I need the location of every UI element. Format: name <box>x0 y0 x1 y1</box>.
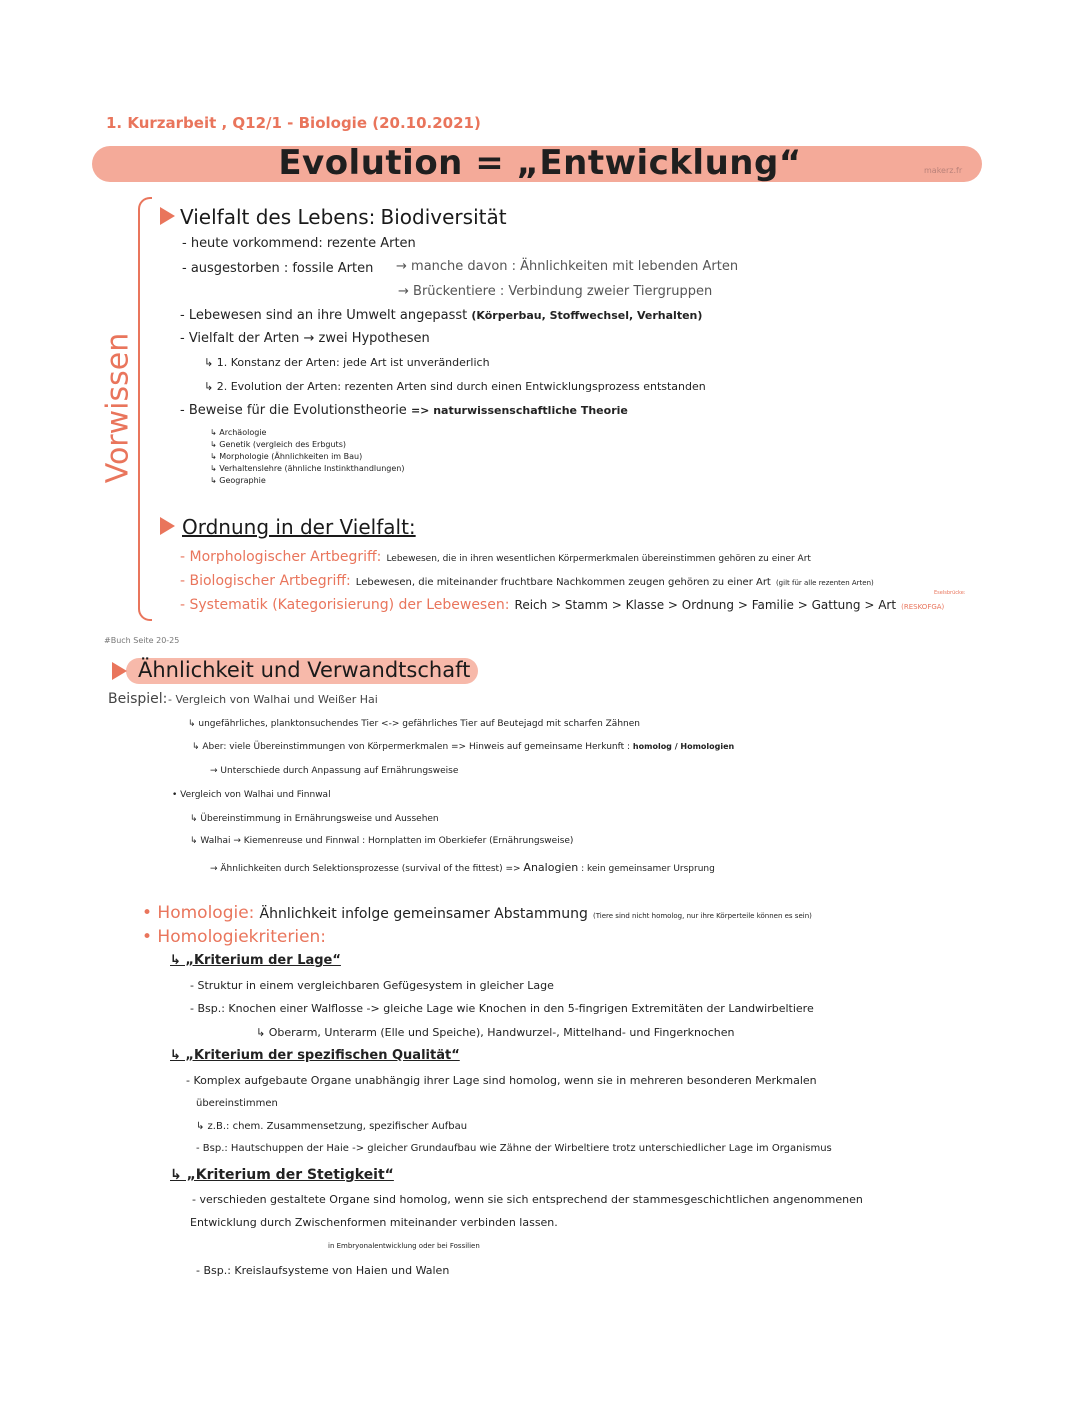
vielfalt-line-8a: - Beweise für die Evolutionstheorie <box>180 403 407 418</box>
kriterium-qualitaet-line-1: - Komplex aufgebaute Organe unabhängig ihrer Lage sind homolog, wenn sie in mehreren besonderen Merkmalen <box>186 1074 817 1087</box>
kriterium-stetigkeit-title: ↳ „Kriterium der Stetigkeit“ <box>170 1167 394 1183</box>
ordnung-line-1 <box>180 546 811 565</box>
book-reference: #Buch Seite 20-25 <box>104 636 180 645</box>
kriterium-stetigkeit-line-1: - verschieden gestaltete Organe sind homolog, wenn sie sich entsprechend der stammesgeschichtlichen angenommenen <box>192 1193 863 1206</box>
aehnlichkeit-line-3b: homolog / Homologien <box>632 742 735 751</box>
ordnung-line-3 <box>180 594 944 613</box>
homologie-definition <box>142 903 812 923</box>
aehnlichkeit-line-7: ↳ Walhai → Kiemenreuse und Finnwal : Hornplatten im Oberkiefer (Ernährungsweise) <box>190 836 574 846</box>
ordnung-heading: Ordnung in der Vielfalt: <box>182 515 416 539</box>
vielfalt-heading-accent: Biodiversität <box>380 205 507 229</box>
ordnung-line-1a: - Morphologischer Artbegriff: <box>180 549 382 565</box>
aehnlichkeit-line-2: ↳ ungefährliches, planktonsuchendes Tier <-> gefährliches Tier auf Beutejagd mit scharfen Zähnen <box>188 719 640 729</box>
aehnlichkeit-line-8c: : kein gemeinsamer Ursprung <box>581 864 715 874</box>
homologie-def-note: (Tiere sind nicht homolog, nur ihre Körperteile können es sein) <box>593 912 812 920</box>
kriterium-lage-line-3: ↳ Oberarm, Unterarm (Elle und Speiche), Handwurzel-, Mittelhand- und Fingerknochen <box>256 1026 735 1039</box>
homologiekriterien-label: • Homologiekriterien: <box>142 927 327 947</box>
aehnlichkeit-line-8a: → Ähnlichkeiten durch Selektionsprozesse (survival of the fittest) => <box>210 864 521 874</box>
aehnlichkeit-line-3a: ↳ Aber: viele Übereinstimmungen von Körpermerkmalen => Hinweis auf gemeinsame Herkunft : <box>192 742 631 752</box>
evidence-item: ↳ Archäologie <box>210 428 267 437</box>
vielfalt-line-6: ↳ 1. Konstanz der Arten: jede Art ist unveränderlich <box>204 356 490 369</box>
kriterium-stetigkeit-line-2: Entwicklung durch Zwischenformen miteinander verbinden lassen. <box>190 1216 558 1229</box>
kriterium-lage-title: ↳ „Kriterium der Lage“ <box>170 953 341 968</box>
kriterium-qualitaet-line-4: - Bsp.: Hautschuppen der Haie -> gleicher Grundaufbau wie Zähne der Wirbeltiere trotz unterschiedlicher Lage im Organismus <box>196 1143 832 1154</box>
vorwissen-label: Vorwissen <box>100 332 136 484</box>
eselsbruecke-label: Eselsbrücke: <box>934 590 966 596</box>
kriterium-qualitaet-line-3: ↳ z.B.: chem. Zusammensetzung, spezifischer Aufbau <box>196 1121 468 1132</box>
vielfalt-heading-text: Vielfalt des Lebens: <box>180 205 376 229</box>
vielfalt-line-5: - Vielfalt der Arten → zwei Hypothesen <box>180 331 430 346</box>
ordnung-line-1b: Lebewesen, die in ihren wesentlichen Körpermerkmalen übereinstimmen gehören zu einer Art <box>386 554 811 564</box>
ordnung-line-2c: (gilt für alle rezenten Arten) <box>775 579 874 587</box>
evidence-item: ↳ Genetik (vergleich des Erbguts) <box>210 440 346 449</box>
vielfalt-line-4a: - Lebewesen sind an ihre Umwelt angepasst <box>180 308 468 323</box>
beispiel-label: Beispiel: <box>108 691 168 707</box>
vielfalt-line-2b: → manche davon : Ähnlichkeiten mit lebenden Arten <box>396 259 739 274</box>
vorwissen-brace <box>138 197 152 621</box>
kriterium-stetigkeit-line-3: in Embryonalentwicklung oder bei Fossilien <box>328 1242 480 1250</box>
aehnlichkeit-line-4: → Unterschiede durch Anpassung auf Ernährungsweise <box>210 766 459 776</box>
vielfalt-heading <box>180 205 507 229</box>
ordnung-line-3a: - Systematik (Kategorisierung) der Lebewesen: <box>180 597 510 613</box>
aehnlichkeit-line-8 <box>210 861 715 874</box>
kriterium-stetigkeit-line-4: - Bsp.: Kreislaufsysteme von Haien und Walen <box>196 1264 450 1277</box>
vielfalt-line-3: → Brückentiere : Verbindung zweier Tiergruppen <box>398 284 713 299</box>
aehnlichkeit-line-5: • Vergleich von Walhai und Finnwal <box>172 790 331 800</box>
kriterium-qualitaet-line-2: übereinstimmen <box>196 1098 278 1109</box>
vielfalt-line-2a: - ausgestorben : fossile Arten <box>182 261 374 276</box>
ordnung-line-3c: (RESKOFGA) <box>901 603 945 611</box>
watermark: makerz.fr <box>924 166 963 175</box>
vielfalt-line-4 <box>180 308 702 323</box>
vielfalt-line-8 <box>180 403 628 418</box>
evidence-item: ↳ Verhaltenslehre (ähnliche Instinkthandlungen) <box>210 464 405 473</box>
vielfalt-line-1: - heute vorkommend: rezente Arten <box>182 236 416 251</box>
vielfalt-line-7: ↳ 2. Evolution der Arten: rezenten Arten sind durch einen Entwicklungsprozess entstanden <box>204 380 706 393</box>
ordnung-line-2a: - Biologischer Artbegriff: <box>180 573 351 589</box>
vielfalt-line-8b: => naturwissenschaftliche Theorie <box>410 404 628 417</box>
kriterium-lage-line-1: - Struktur in einem vergleichbaren Gefügesystem in gleicher Lage <box>190 979 554 992</box>
triangle-bullet-icon <box>160 207 175 225</box>
homologie-label: • Homologie: <box>142 903 255 923</box>
kriterium-qualitaet-title: ↳ „Kriterium der spezifischen Qualität“ <box>170 1048 460 1063</box>
triangle-bullet-icon <box>160 517 175 535</box>
aehnlichkeit-line-6: ↳ Übereinstimmung in Ernährungsweise und Aussehen <box>190 814 439 824</box>
aehnlichkeit-line-1: - Vergleich von Walhai und Weißer Hai <box>168 693 378 706</box>
evidence-item: ↳ Morphologie (Ähnlichkeiten im Bau) <box>210 452 363 461</box>
aehnlichkeit-line-3 <box>192 742 734 752</box>
vielfalt-line-4b: (Körperbau, Stoffwechsel, Verhalten) <box>471 309 703 322</box>
homologie-def-text: Ähnlichkeit infolge gemeinsamer Abstammung <box>259 906 588 922</box>
aehnlichkeit-line-8b: Analogien <box>523 861 579 874</box>
page-title: Evolution = „Entwicklung“ <box>278 143 802 183</box>
evidence-list <box>210 427 404 487</box>
exam-line: 1. Kurzarbeit , Q12/1 - Biologie (20.10.2021) <box>106 114 481 132</box>
ordnung-line-3b: Reich > Stamm > Klasse > Ordnung > Familie > Gattung > Art <box>514 598 897 612</box>
kriterium-lage-line-2: - Bsp.: Knochen einer Walflosse -> gleiche Lage wie Knochen in den 5-fingrigen Extremitäten der Landwirbeltiere <box>190 1002 814 1015</box>
triangle-bullet-icon <box>112 662 127 680</box>
aehnlichkeit-heading: Ähnlichkeit und Verwandtschaft <box>138 658 471 682</box>
ordnung-line-2b: Lebewesen, die miteinander fruchtbare Nachkommen zeugen gehören zu einer Art <box>355 577 771 588</box>
evidence-item: ↳ Geographie <box>210 476 266 485</box>
ordnung-line-2 <box>180 570 874 589</box>
